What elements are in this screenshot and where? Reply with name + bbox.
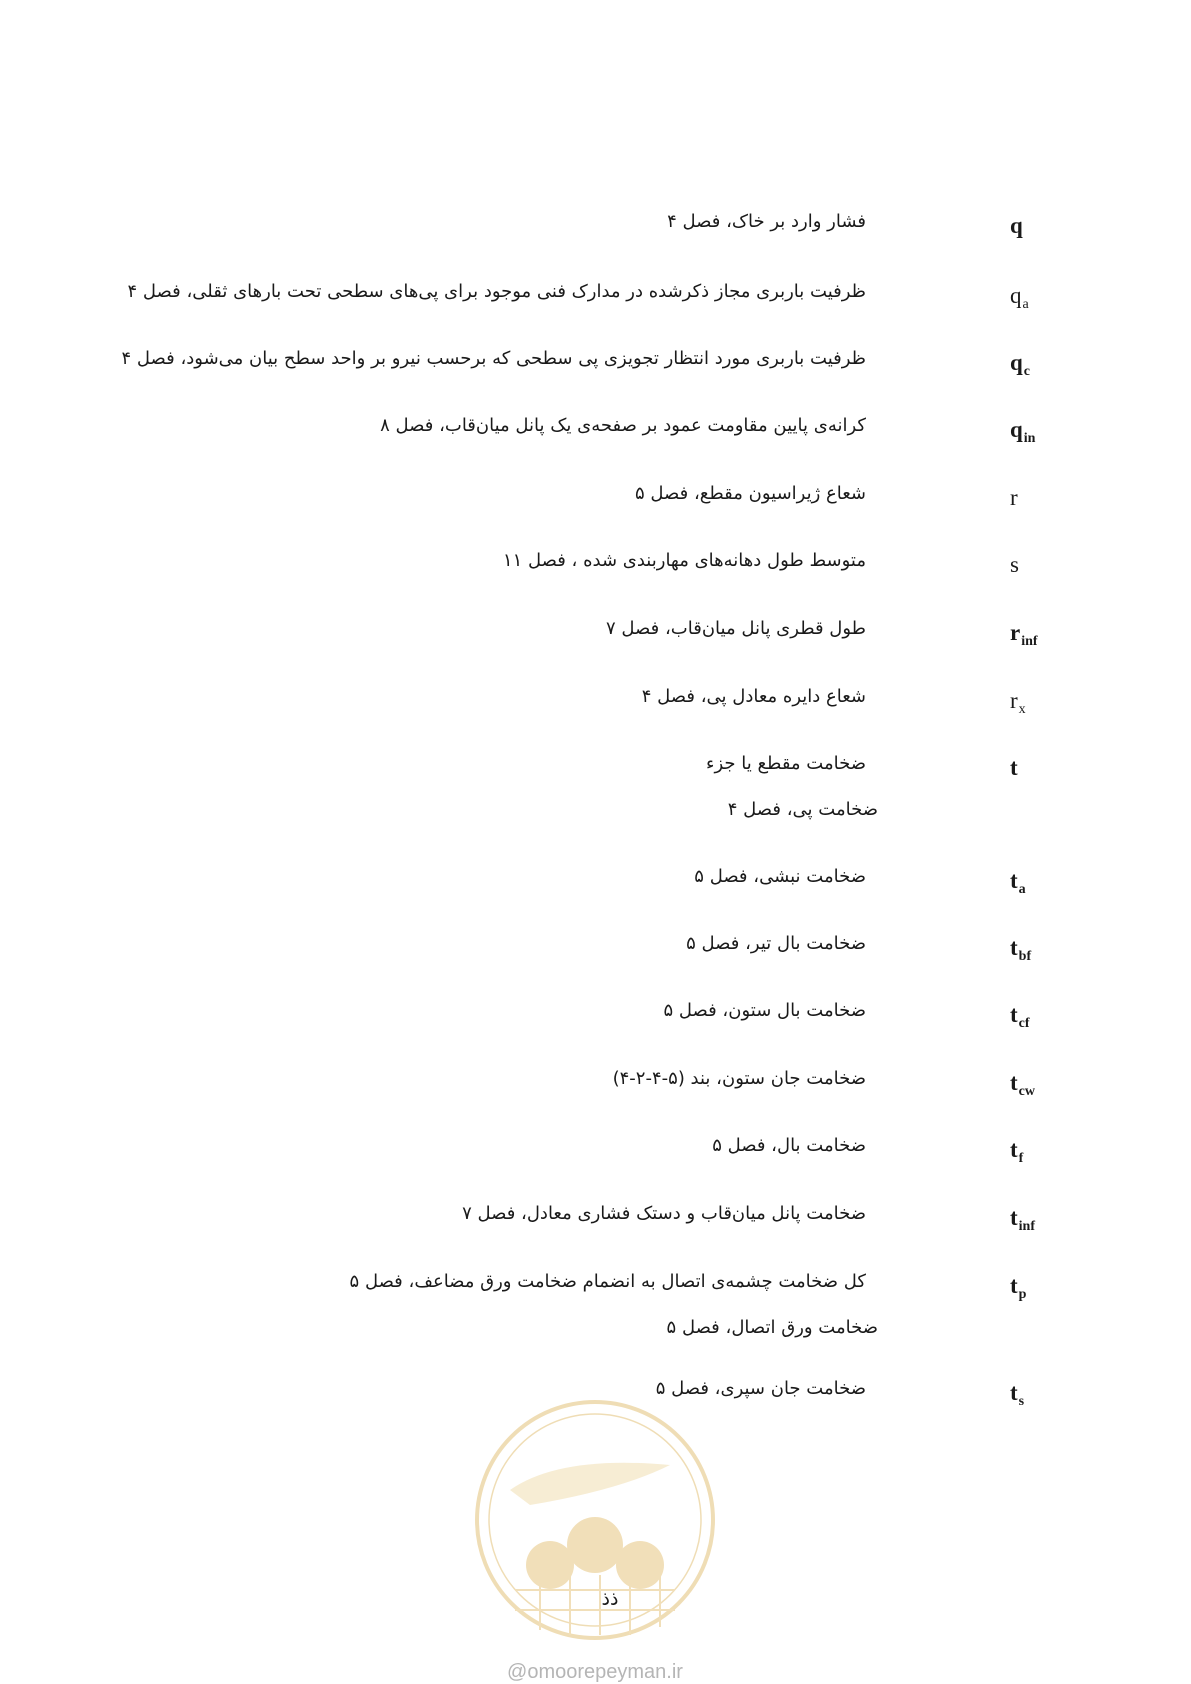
symbol-6 [1010,621,1070,649]
symbol-base: r [1010,620,1021,645]
description-4-0: شعاع ژیراسیون مقطع، فصل ۵ [635,483,866,504]
symbol-subscript: cw [1018,1084,1035,1099]
description-15-0: کل ضخامت چشمه‌ی اتصال به انضمام ضخامت ورق مضاعف، فصل ۵ [349,1271,866,1292]
description-13-0: ضخامت بال، فصل ۵ [712,1135,866,1156]
description-6-0: طول قطری پانل میان‌قاب، فصل ۷ [606,618,866,639]
symbol-subscript: a [1018,882,1026,897]
symbol-subscript: p [1018,1287,1027,1302]
symbol-13 [1010,1138,1070,1166]
symbol-base: t [1010,1205,1018,1230]
symbol-15 [1010,1274,1070,1302]
symbol-base: t [1010,1380,1018,1405]
symbol-base: r [1010,688,1018,713]
symbol-base: t [1010,1137,1018,1162]
description-16-0: ضخامت جان سپری، فصل ۵ [655,1378,866,1399]
symbol-base: t [1010,1273,1018,1298]
symbol-5 [1010,553,1070,576]
description-14-0: ضخامت پانل میان‌قاب و دستک فشاری معادل، فصل ۷ [462,1203,866,1224]
symbol-1 [1010,284,1070,312]
description-11-0: ضخامت بال ستون، فصل ۵ [663,1000,866,1021]
description-8-1: ضخامت پی، فصل ۴ [727,799,878,820]
symbol-3 [1010,418,1070,446]
symbol-base: t [1010,1070,1018,1095]
symbol-base: t [1010,1002,1018,1027]
symbol-12 [1010,1071,1070,1099]
description-8-0: ضخامت مقطع یا جزء [706,753,866,774]
description-9-0: ضخامت نبشی، فصل ۵ [694,866,866,887]
symbol-base: t [1010,868,1018,893]
description-0-0: فشار وارد بر خاک، فصل ۴ [667,211,866,232]
symbol-11 [1010,1003,1070,1031]
symbol-9 [1010,869,1070,897]
description-1-0: ظرفیت باربری مجاز ذکرشده در مدارک فنی موجود برای پی‌های سطحی تحت بارهای ثقلی، فصل ۴ [127,281,866,302]
description-5-0: متوسط طول دهانه‌های مهاربندی شده ، فصل ۱۱ [502,550,866,571]
symbol-10 [1010,936,1070,964]
symbol-subscript: in [1023,431,1036,446]
symbol-2 [1010,351,1070,379]
symbol-4 [1010,486,1070,509]
description-3-0: کرانه‌ی پایین مقاومت عمود بر صفحه‌ی یک پانل میان‌قاب، فصل ۸ [380,415,866,436]
symbol-14 [1010,1206,1070,1234]
symbol-subscript: cf [1018,1016,1030,1031]
page-number: ذذ [601,1588,619,1610]
symbol-base: q [1010,350,1023,375]
symbol-base: q [1010,213,1023,238]
symbol-0 [1010,214,1070,237]
symbol-subscript: bf [1018,949,1032,964]
description-15-1: ضخامت ورق اتصال، فصل ۵ [666,1317,878,1338]
symbol-subscript: c [1023,364,1031,379]
symbol-base: t [1010,935,1018,960]
symbol-subscript: a [1022,297,1029,312]
symbol-subscript: x [1018,702,1026,717]
symbol-subscript: s [1018,1394,1025,1409]
symbol-base: q [1010,417,1023,442]
symbol-8 [1010,756,1070,779]
symbol-16 [1010,1381,1070,1409]
symbol-subscript: inf [1018,1219,1036,1234]
symbol-subscript: f [1018,1151,1024,1166]
symbol-base: r [1010,485,1018,510]
description-10-0: ضخامت بال تیر، فصل ۵ [686,933,866,954]
description-2-0: ظرفیت باربری مورد انتظار تجویزی پی سطحی که برحسب نیرو بر واحد سطح بیان می‌شود، فصل ۴ [121,348,866,369]
description-12-0: ضخامت جان ستون، بند (۵-۴-۲-۴) [612,1068,866,1089]
symbol-subscript: inf [1021,634,1038,649]
symbol-base: s [1010,552,1019,577]
symbol-base: t [1010,755,1018,780]
symbol-base: q [1010,283,1022,308]
symbol-7 [1010,689,1070,717]
description-7-0: شعاع دایره معادل پی، فصل ۴ [641,686,866,707]
watermark-text: @omoorepeyman.ir [507,1661,683,1683]
